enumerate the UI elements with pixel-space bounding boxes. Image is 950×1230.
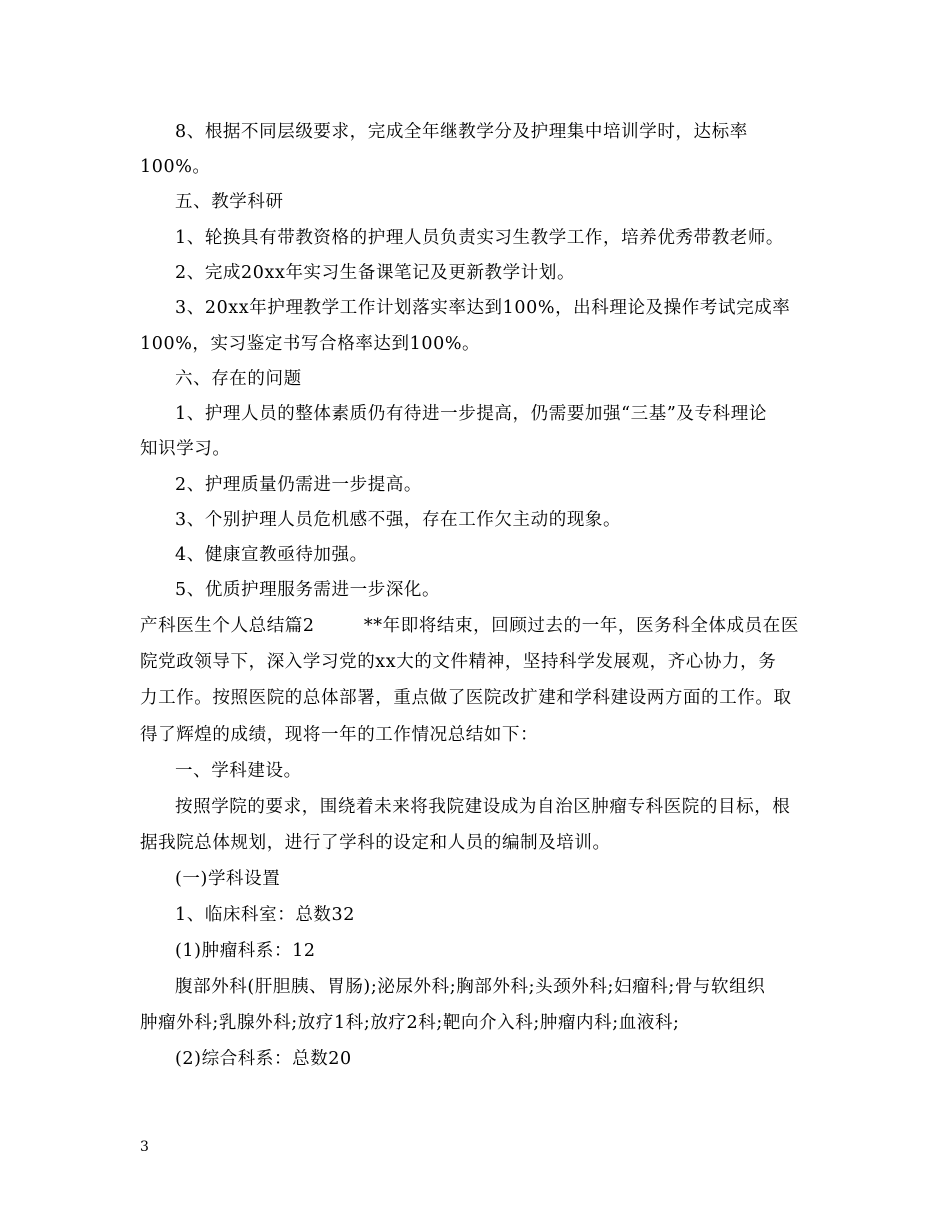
text-line: 2、护理质量仍需进一步提高。	[175, 475, 423, 495]
text-line: 1、轮换具有带教资格的护理人员负责实习生教学工作，培养优秀带教老师。	[175, 228, 785, 248]
text-line: 腹部外科(肝胆胰、胃肠);泌尿外科;胸部外科;头颈外科;妇瘤科;骨与软组织	[175, 977, 766, 997]
text-line: 得了辉煌的成绩，现将一年的工作情况总结如下：	[140, 725, 539, 745]
section-heading: 一、学科建设。	[175, 761, 302, 781]
text-line: 5、优质护理服务需进一步深化。	[175, 580, 441, 600]
text-line: 产科医生个人总结篇2 **年即将结束，回顾过去的一年，医务科全体成员在医	[140, 616, 799, 636]
text-line: 3、个别护理人员危机感不强，存在工作欠主动的现象。	[175, 510, 622, 530]
text-line: 1、护理人员的整体素质仍有待进一步提高，仍需要加强“三基”及专科理论	[175, 404, 767, 424]
text-line: (1)肿瘤科系：12	[175, 941, 316, 961]
text-line: 1、临床科室：总数32	[175, 905, 356, 925]
text-line: 按照学院的要求，围绕着未来将我院建设成为自治区肿瘤专科医院的目标，根	[175, 797, 791, 817]
text-line: 3、20xx年护理教学工作计划落实率达到100%，出科理论及操作考试完成率	[175, 298, 791, 318]
text-line: 4、健康宣教亟待加强。	[175, 545, 368, 565]
text-line: (一)学科设置	[175, 869, 281, 889]
text-line: 肿瘤外科;乳腺外科;放疗1科;放疗2科;靶向介入科;肿瘤内科;血液科;	[140, 1013, 680, 1033]
text-line: 2、完成20xx年实习生备课笔记及更新教学计划。	[175, 263, 576, 283]
text-line: 知识学习。	[140, 439, 231, 459]
text-line: 院党政领导下，深入学习党的xx大的文件精神，坚持科学发展观，齐心协力，务	[140, 652, 777, 672]
section-heading: 六、存在的问题	[175, 369, 302, 389]
text-line: 100%，实习鉴定书写合格率达到100%。	[140, 334, 481, 354]
text-line: (2)综合科系：总数20	[175, 1049, 352, 1069]
text-line: 100%。	[140, 157, 211, 177]
section-heading: 五、教学科研	[175, 192, 284, 212]
text-line: 8、根据不同层级要求，完成全年继教学分及护理集中培训学时，达标率	[175, 122, 748, 142]
text-line: 据我院总体规划，进行了学科的设定和人员的编制及培训。	[140, 833, 611, 853]
text-line: 力工作。按照医院的总体部署，重点做了医院改扩建和学科建设两方面的工作。取	[140, 688, 792, 708]
page-number: 3	[140, 1139, 149, 1155]
